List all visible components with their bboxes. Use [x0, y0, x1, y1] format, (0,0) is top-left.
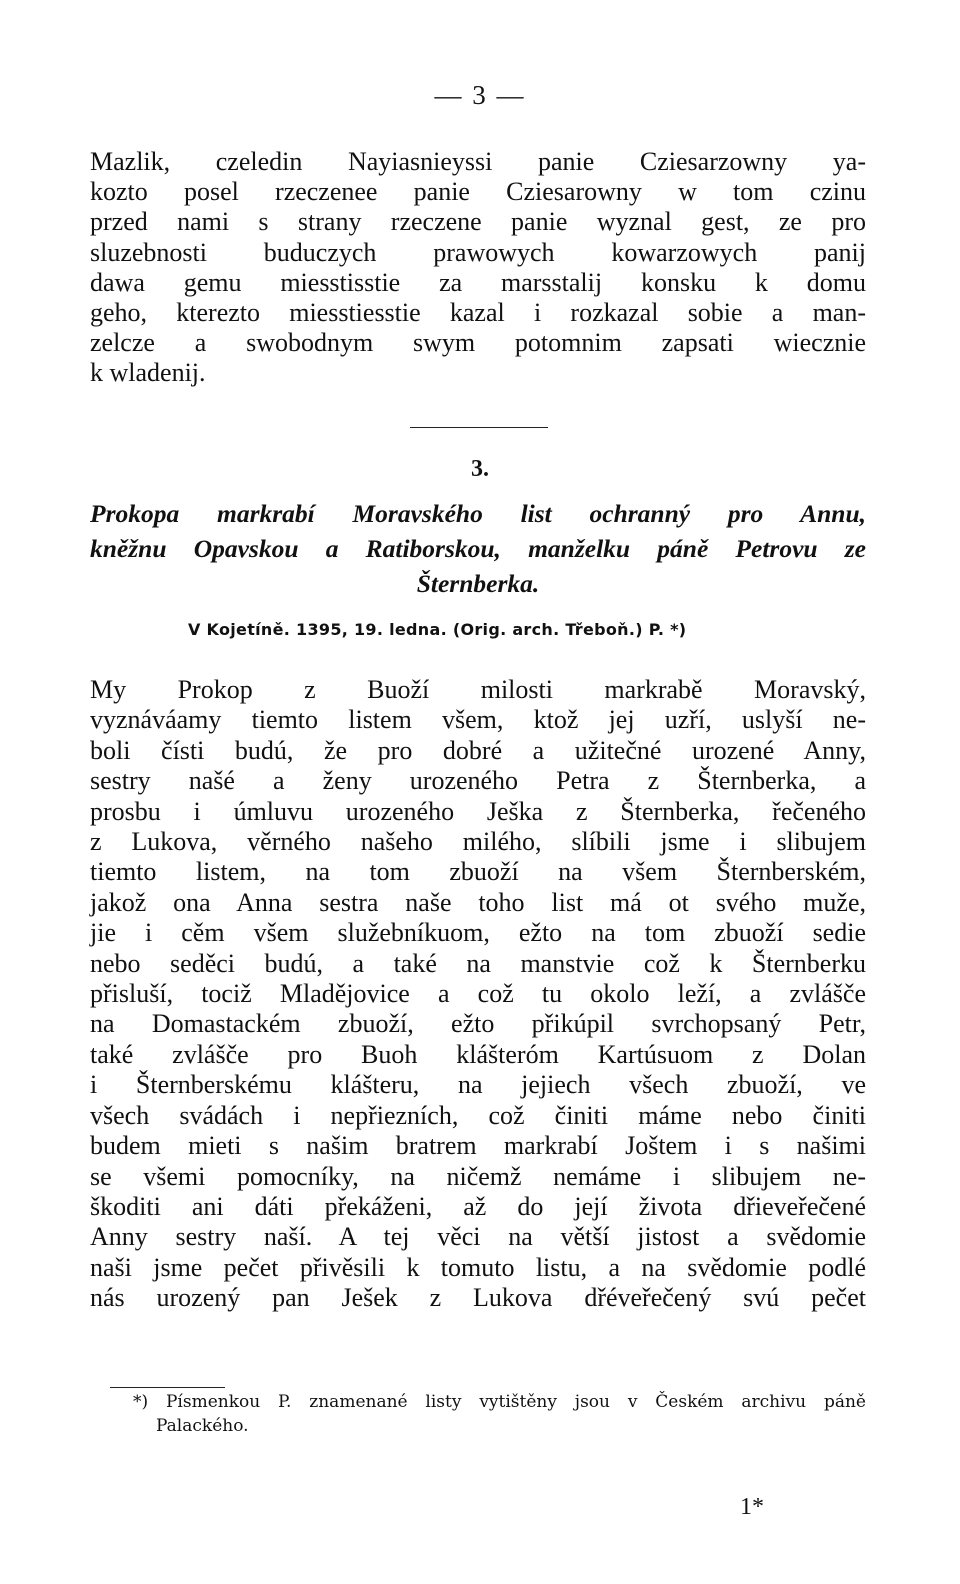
document-number: 3. — [471, 456, 489, 482]
text-line: také zvlášče pro Buoh klášteróm Kartúsuom z Dolan — [90, 1039, 866, 1069]
source-citation: V Kojetíně. 1395, 19. ledna. (Orig. arch. Třeboň.) P. *) — [188, 620, 687, 639]
text-line: všech svádách i nepřiezních, což činiti máme nebo činiti — [90, 1100, 866, 1130]
text-line: dawa gemu miesstisstie za marsstalij konsku k domu — [90, 267, 866, 297]
text-line: přisluší, tociž Mladějovice a což tu okolo leží, a zvlášče — [90, 979, 866, 1009]
document-title — [90, 496, 866, 601]
text-line: nás urozený pan Ješek z Lukova dřéveřečený svú pečet — [90, 1283, 866, 1313]
title-line: kněžnu Opavskou a Ratiborskou, manželku páně Petrovu ze — [90, 534, 866, 563]
previous-document-text — [90, 147, 866, 389]
page-number: — 3 — — [434, 80, 526, 110]
text-line: sestry našé a ženy urozeného Petra z Šternberka, a — [90, 766, 866, 796]
text-line: Mazlik, czeledin Nayiasnieyssi panie Cziesarzowny ya- — [90, 147, 866, 176]
title-line: Šternberka. — [416, 569, 540, 598]
text-line: k wladenij. — [90, 358, 206, 388]
footnote-line: Palackého. — [156, 1416, 249, 1436]
text-line: geho, kterezto miesstiesstie kazal i rozkazal sobie a man- — [90, 298, 866, 328]
title-line: Prokopa markrabí Moravského list ochranný pro Annu, — [90, 499, 866, 528]
text-line: nebo seděci budú, a také na manstvie což k Šternberku — [90, 948, 866, 978]
text-line: naši jsme pečet přivěsili k tomuto listu, a na svědomie podlé — [90, 1252, 866, 1282]
text-line: tiemto listem, na tom zbuoží na všem Šternberském, — [90, 857, 866, 887]
signature-mark: 1* — [740, 1494, 764, 1520]
text-line: z Lukova, věrného našeho milého, slíbili jsme i slibujem — [90, 827, 866, 857]
text-line: jakož ona Anna sestra naše toho list má ot svého muže, — [90, 887, 866, 917]
charter-body-text — [90, 675, 866, 1314]
text-line: przed nami s strany rzeczene panie wyznal gest, ze pro — [90, 207, 866, 237]
footnote — [133, 1390, 866, 1438]
section-divider — [410, 427, 548, 428]
text-line: kozto posel rzeczenee panie Cziesarowny w tom czinu — [90, 177, 866, 207]
text-line: My Prokop z Buoží milosti markrabě Moravský, — [90, 675, 866, 704]
text-line: prosbu i úmluvu urozeného Ješka z Šternberka, řečeného — [90, 796, 866, 826]
text-line: škoditi ani dáti překáženi, až do její života dřieveřečené — [90, 1191, 866, 1221]
text-line: boli čísti budú, že pro dobré a užitečné urozené Anny, — [90, 735, 866, 765]
text-line: vyznáváamy tiemto listem všem, ktož jej uzří, uslyší ne- — [90, 705, 866, 735]
footnote-line: *) Písmenkou P. znamenané listy vytištěny jsou v Českém archivu páně — [133, 1392, 866, 1412]
footnote-divider — [110, 1387, 225, 1388]
text-line: i Šternberskému klášteru, na jejiech všech zbuoží, ve — [90, 1070, 866, 1100]
text-line: jie i cěm všem služebníkuom, ežto na tom zbuoží sedie — [90, 918, 866, 948]
text-line: se všemi pomocníky, na ničemž nemáme i slibujem ne- — [90, 1161, 866, 1191]
text-line: budem mieti s našim bratrem markrabí Joštem i s našimi — [90, 1131, 866, 1161]
text-line: zelcze a swobodnym swym potomnim zapsati wiecznie — [90, 328, 866, 358]
text-line: sluzebnosti buduczych prawowych kowarzowych panij — [90, 237, 866, 267]
text-line: na Domastackém zbuoží, ežto přikúpil svrchopsaný Petr, — [90, 1009, 866, 1039]
text-line: Anny sestry naší. A tej věci na větší jistost a svědomie — [90, 1222, 866, 1252]
